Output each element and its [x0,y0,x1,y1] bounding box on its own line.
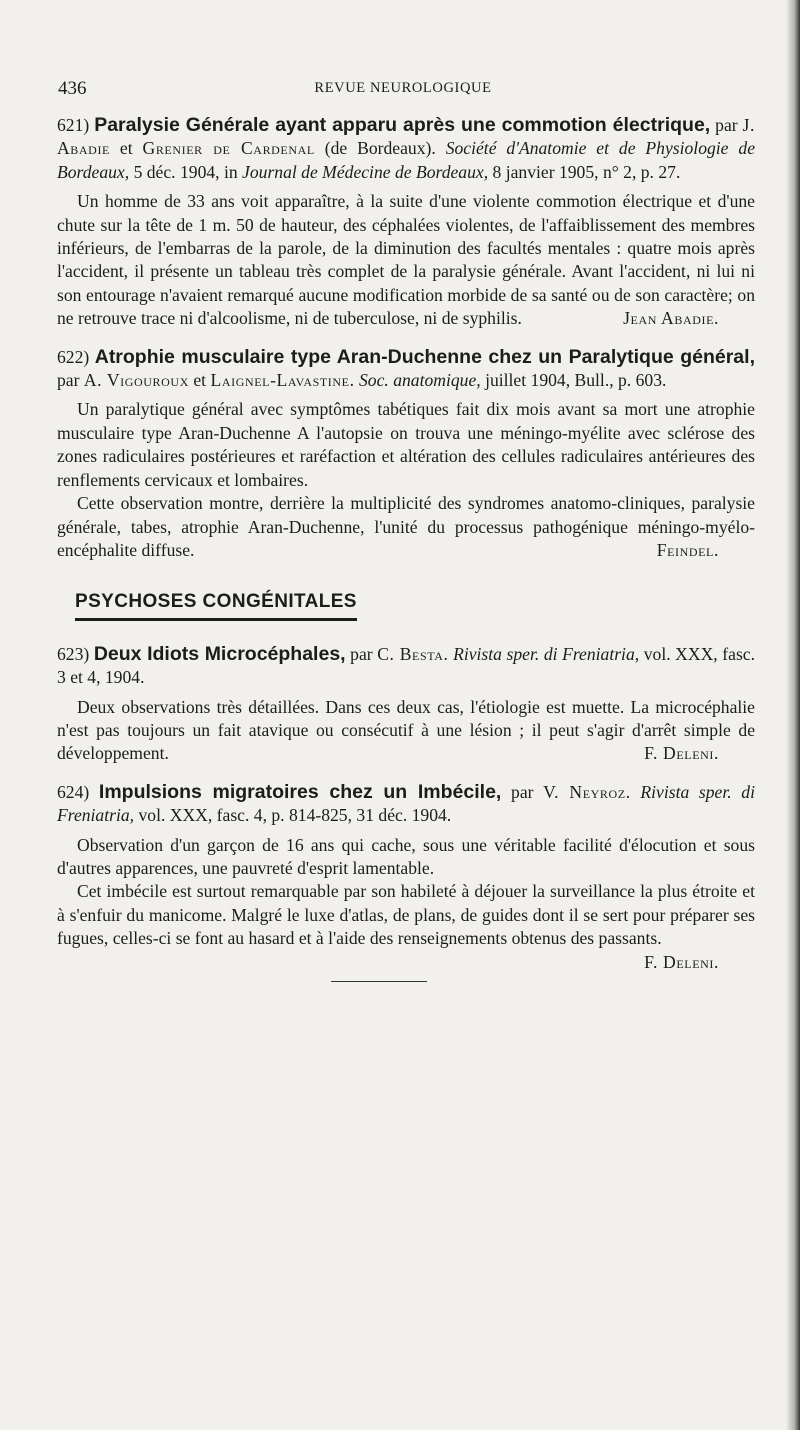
citation-source: Soc. anatomique, [359,370,481,391]
section-title: PSYCHOSES CONGÉNITALES [75,590,357,620]
citation-text: vol. XXX, fasc. 3 et 4, 1904. [57,643,755,688]
entry-title: Deux Idiots Microcéphales, [93,642,346,665]
author-name: Grenier de Cardenal [142,138,315,159]
entry-heading [57,114,755,184]
abstract-entry-623 [57,643,755,766]
citation-source: Rivista sper. di Freniatria, [57,781,755,826]
paragraph-text: Deux observations très détaillées. Dans ces deux cas, l'étiologie est muette. La microcéphalie n'est pas toujours un fait atavique ou consécutif à une lésion ; il peut s'agir d'arrêt simple de développement. [57,696,755,764]
par-word: par [350,643,373,664]
entry-heading [57,643,755,690]
entry-heading [57,346,755,393]
reviewer-signature: Jean Abadie. [623,308,719,329]
citation-text: (de Bordeaux). [324,138,436,159]
author-name: J. Abadie [57,115,755,159]
entry-title: Atrophie musculaire type Aran-Duchenne chez un Paralytique général, [94,345,755,368]
entry-title: Impulsions migratoires chez un Imbécile, [98,780,502,803]
par-word: par [57,370,80,391]
section-heading [75,590,755,620]
reviewer-signature: F. Deleni. [644,743,719,764]
entry-title: Paralysie Générale ayant apparu après une commotion électrique, [94,114,711,136]
abstract-entry-624 [57,780,755,972]
entry-heading [57,781,755,828]
author-name: C. Besta. [377,643,449,664]
citation-text: vol. XXX, fasc. 4, p. 814-825, 31 déc. 1904. [138,805,452,826]
reviewer-signature: Feindel. [656,539,719,560]
citation-text: 8 janvier 1905, n° 2, p. 27. [492,161,681,182]
entry-paragraph [57,190,755,330]
entry-number: 624) [57,781,90,802]
end-rule [331,981,427,982]
paragraph-text: Un homme de 33 ans voit apparaître, à la suite d'une violente commotion électrique et d'une chute sur la tête de 1 m. 50 de hauteur, des céphalées violentes, de l'affaiblissement des membres inférieurs, de l'embarras de la parole, de la diminution des facultés mentales : quatre mois après l'accident, il présente un tableau très complet de la paralysie générale. Avant l'accident, ni lui ni son entourage n'avaient remarqué aucune modification morbide de sa santé ou de son caractère; on ne retrouve trace ni d'alcoolisme, ni de tuberculose, ni de syphilis. [57,191,755,329]
paragraph-text: Cet imbécile est surtout remarquable par son habileté à déjouer la surveillance la plus étroite et à s'enfuir du manicome. Malgré le luxe d'atlas, de plans, de guides dont il se sert pour préparer ses fugues, celles-ci se font au hasard et à l'aide des renseignements obtenus des passants. [57,881,755,949]
citation-text: 5 déc. 1904, in [133,161,238,182]
citation-source: Rivista sper. di Freniatria, [453,643,640,664]
journal-title: REVUE NEUROLOGIQUE [314,80,492,96]
reviewer-signature: F. Deleni. [644,951,719,972]
entry-paragraph [57,492,755,562]
author-name: V. Neyroz. [543,781,631,802]
abstract-entry-621 [57,114,755,331]
author-conjunction: et [119,138,133,159]
par-word: par [511,781,534,802]
entry-paragraph: Observation d'un garçon de 16 ans qui cache, sous une véritable facilité d'élocution et sous d'autres apparences, une pauvreté d'esprit lamentable. [57,834,755,878]
page-content [57,114,755,982]
entry-number: 623) [57,643,90,664]
author-conjunction: et [193,370,207,391]
entry-number: 622) [57,346,90,367]
entry-number: 621) [57,115,90,135]
author-name: Laignel-Lavastine. [210,370,355,391]
abstract-entry-622 [57,346,755,563]
entry-paragraph [57,696,755,766]
citation-source: Société d'Anatomie et de Physiologie de Bordeaux, [57,138,756,182]
entry-paragraph: Un paralytique général avec symptômes tabétiques fait dix mois avant sa mort une atrophie musculaire type Aran-Duchenne A l'autopsie on trouva une méningo-myélite avec sclérose des zones radiculaires postérieures et raréfaction et altération des cellules radiculaires antérieures des renflements cervicaux et lombaires. [57,399,755,490]
page-edge-shadow [786,0,800,1430]
citation-text: juillet 1904, Bull., p. 603. [485,370,667,391]
author-name: A. Vigouroux [83,370,189,391]
paragraph-text: Cette observation montre, derrière la multiplicité des syndromes anatomo-cliniques, paralysie générale, tabes, atrophie Aran-Duchenne, l'unité du processus pathogénique méningo-myélo-encéphalite diffuse. [57,493,755,560]
page-number: 436 [58,78,87,99]
citation-source: Journal de Médecine de Bordeaux, [242,161,489,182]
entry-paragraph [57,880,755,972]
running-head [58,78,748,102]
par-word: par [715,115,738,135]
